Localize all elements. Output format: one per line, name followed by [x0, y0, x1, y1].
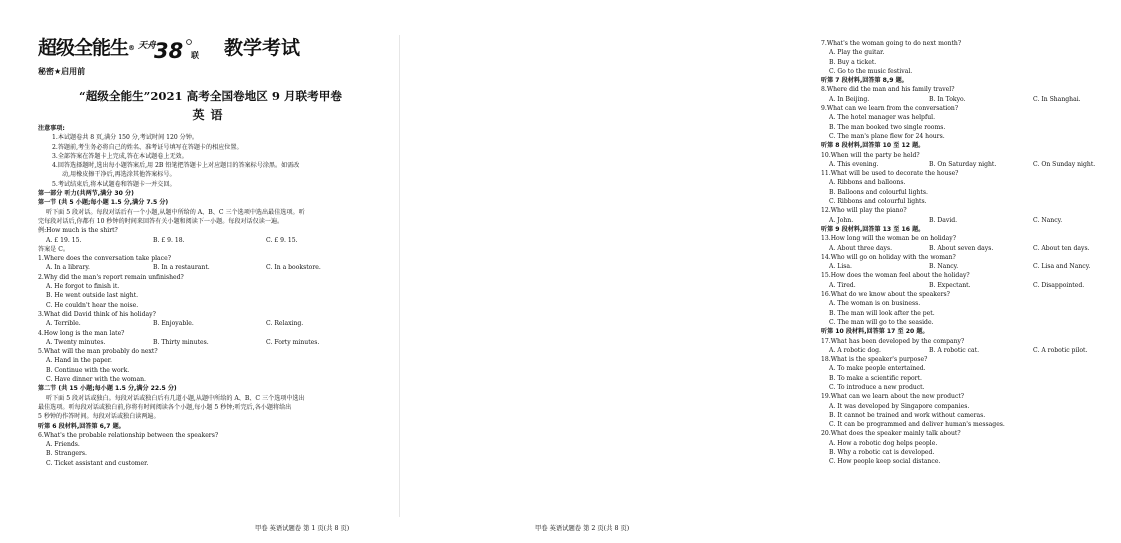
option: B. To make a scientific report.: [829, 374, 922, 382]
option: B. £ 9. 18.: [153, 236, 185, 244]
option: A. To make people entertained.: [829, 365, 926, 373]
question-text: 16.What do we know about the speakers?: [821, 291, 950, 299]
question-text: 2.Why did the man's report remain unfinished?: [38, 273, 184, 281]
option: B. The man will look after the pet.: [829, 309, 935, 317]
section-2-instructions: 5 秒钟的作答时间。每段对话或独白读两遍。: [38, 413, 160, 421]
note-item: 动,用橡皮擦干净后,再选涂其他答案标号。: [62, 171, 176, 179]
option: A. Twenty minutes.: [46, 338, 106, 346]
note-item: 4.回答选择题时,选出每小题答案后,用 2B 铅笔把答题卡上对应题目的答案标号涂黑。如需改: [52, 162, 300, 170]
question-text: 10.When will the party be held?: [821, 151, 920, 159]
section-1-heading: 第一节 (共 5 小题;每小题 1.5 分,满分 7.5 分): [38, 199, 169, 207]
option: A. He forgot to finish it.: [46, 283, 120, 291]
logo-text-3: 联: [191, 50, 199, 60]
option: B. Continue with the work.: [46, 366, 130, 374]
option: B. He went outside last night.: [46, 292, 139, 300]
option: A. Friends.: [46, 441, 80, 449]
option: C. In Shanghai.: [1033, 95, 1081, 103]
page-footer: 甲卷 英语试题卷 第 1 页(共 8 页): [255, 525, 350, 532]
option: B. The man booked two single rooms.: [829, 123, 946, 131]
material-heading: 听第 6 段材料,回答第 6,7 题。: [38, 422, 125, 430]
question-text: 8.Where did the man and his family travel?: [821, 86, 955, 94]
option: A. Ribbons and balloons.: [829, 179, 906, 187]
question-text: 11.What will be used to decorate the house?: [821, 170, 959, 178]
note-item: 2.答题前,考生务必将自己的姓名、准考证号填写在答题卡的相应位置。: [52, 143, 243, 151]
confidential-label: 秘密★启用前: [38, 67, 86, 76]
question-text: 19.What can we learn about the new product?: [821, 393, 965, 401]
page-1: [0, 0, 397, 543]
option: C. Relaxing.: [266, 320, 304, 328]
option: A. The woman is on business.: [829, 300, 921, 308]
question-2: [38, 273, 384, 310]
question-text: 17.What has been developed by the company?: [821, 337, 965, 345]
question-block: [821, 234, 1121, 253]
question-text: 7.What's the woman going to do next month?: [821, 40, 962, 47]
material-heading: 听第 7 段材料,回答第 8,9 题。: [821, 77, 908, 85]
question-5: [38, 347, 384, 384]
option: A. In Beijing.: [829, 95, 870, 103]
example-question: 例:How much is the shirt?: [38, 227, 118, 235]
question-text: 20.What does the speaker mainly talk about?: [821, 430, 961, 438]
options-row: [821, 346, 1121, 355]
page-footer: 甲卷 英语试题卷 第 2 页(共 8 页): [535, 525, 630, 532]
question-6: [38, 431, 384, 468]
question-block: [821, 253, 1121, 272]
option: C. Ticket assistant and customer.: [46, 459, 149, 467]
section-2-heading: 第二节 (共 15 小题;每小题 1.5 分,满分 22.5 分): [38, 385, 177, 393]
option: A. Lisa.: [829, 263, 852, 271]
option: B. Nancy.: [929, 263, 959, 271]
question-text: 18.What is the speaker's purpose?: [821, 356, 928, 364]
options-row: [821, 95, 1121, 104]
option: B. Enjoyable.: [153, 320, 194, 328]
question-text: 13.How long will the woman be on holiday?: [821, 235, 956, 243]
question-block: [821, 104, 1121, 141]
masthead-right: 教学考试: [224, 37, 301, 59]
question-block: [821, 290, 1121, 327]
masthead: [38, 36, 378, 62]
options-row: [821, 262, 1121, 271]
option: A. Play the guitar.: [829, 49, 885, 57]
page-2: [404, 0, 1096, 543]
option: C. On Sunday night.: [1033, 160, 1096, 168]
section-1-instructions: 听下面 5 段对话。每段对话后有一个小题,从题中所给的 A、B、C 三个选项中选出最佳选项。听: [46, 208, 305, 216]
options-row: [821, 216, 1121, 225]
option: B. Strangers.: [46, 450, 87, 458]
note-item: 5.考试结束后,将本试题卷和答题卡一并交回。: [52, 180, 176, 188]
page-divider: [399, 35, 400, 517]
option: B. Expectant.: [929, 281, 971, 289]
option: A. John.: [829, 216, 854, 224]
left-content: [38, 124, 384, 468]
options-row: [821, 160, 1121, 169]
option: C. Ribbons and colourful lights.: [829, 198, 927, 206]
section-2-instructions: 最佳选项。听每段对话或独白前,你将有时间阅读各个小题,每小题 5 秒钟;听完后,各小题将给出: [38, 403, 292, 411]
question-block: [821, 392, 1121, 429]
option: A. £ 19. 15.: [46, 236, 82, 244]
question-block: [821, 39, 1121, 76]
question-block: [821, 151, 1121, 170]
question-text: 14.Who will go on holiday with the woman?: [821, 253, 956, 261]
option: C. Go to the music festival.: [829, 67, 913, 75]
question-text: 15.How does the woman feel about the holiday?: [821, 272, 970, 280]
option: C. £ 9. 15.: [266, 236, 298, 244]
option: B. Balloons and colourful lights.: [829, 188, 928, 196]
option: C. He couldn't hear the noise.: [46, 301, 139, 309]
material-heading: 听第 8 段材料,回答第 10 至 12 题。: [821, 142, 925, 150]
brand-logo: 超级全能生®: [38, 37, 135, 59]
option: A. It was developed by Singapore companies.: [829, 402, 970, 410]
example-answer: 答案是 C。: [38, 245, 69, 253]
option: B. Buy a ticket.: [829, 58, 877, 66]
question-block: [821, 429, 1121, 466]
option: A. How a robotic dog helps people.: [829, 439, 938, 447]
option: B. Thirty minutes.: [153, 338, 209, 346]
material-heading: 听第 9 段材料,回答第 13 至 16 题。: [821, 225, 925, 233]
option: B. It cannot be trained and work without cameras.: [829, 411, 986, 419]
option: C. About ten days.: [1033, 244, 1090, 252]
question-3: [38, 310, 384, 329]
note-item: 1.本试题卷共 8 页,满分 150 分,考试时间 120 分钟。: [52, 134, 198, 142]
option: A. Tired.: [829, 281, 856, 289]
option: B. In a restaurant.: [153, 264, 210, 272]
options-row: [38, 319, 384, 328]
question-text: 1.Where does the conversation take place?: [38, 255, 171, 263]
options-row: [38, 338, 384, 347]
logo-text-2: 38: [154, 39, 184, 63]
question-block: [821, 169, 1121, 206]
question-text: 12.Who will play the piano?: [821, 207, 907, 215]
question-1: [38, 254, 384, 273]
question-block: [821, 355, 1121, 392]
question-block: [821, 337, 1121, 356]
exam-title: “超级全能生”2021 高考全国卷地区 9 月联考甲卷: [79, 89, 342, 103]
question-text: 3.What did David think of his holiday?: [38, 310, 156, 318]
logo-text-1: 天舟: [138, 41, 157, 51]
section-2-instructions: 听下面 5 段对话或独白。每段对话或独白后有几道小题,从题中所给的 A、B、C 三个选项中选出: [46, 394, 305, 402]
option: C. A robotic pilot.: [1033, 346, 1088, 354]
option: C. Have dinner with the woman.: [46, 376, 146, 384]
option: A. Hand in the paper.: [46, 357, 112, 365]
question-block: [821, 271, 1121, 290]
right-content: [821, 39, 1121, 467]
option: B. About seven days.: [929, 244, 994, 252]
option: C. It can be programmed and deliver human's messages.: [829, 421, 1005, 429]
option: A. About three days.: [829, 244, 893, 252]
option: B. In Tokyo.: [929, 95, 966, 103]
option: C. Forty minutes.: [266, 338, 320, 346]
question-4: [38, 329, 384, 348]
tianzhou-38-logo: [136, 36, 214, 62]
question-block: [821, 85, 1121, 104]
option: C. To introduce a new product.: [829, 383, 925, 391]
option: A. A robotic dog.: [829, 346, 881, 354]
option: A. The hotel manager was helpful.: [829, 114, 936, 122]
material-heading: 听第 10 段材料,回答第 17 至 20 题。: [821, 328, 929, 336]
part-1-heading: 第一部分 听力(共两节,满分 30 分): [38, 190, 134, 198]
option: A. This evening.: [829, 160, 879, 168]
section-1-instructions: 完每段对话后,你都有 10 秒钟的时间来回答有关小题和阅读下一小题。每段对话仅读一遍。: [38, 217, 284, 225]
subject-title: 英语: [192, 108, 229, 122]
question-text: 4.How long is the man late?: [38, 329, 125, 337]
notes-heading: 注意事项:: [38, 125, 65, 132]
option: B. David.: [929, 216, 958, 224]
option: C. Lisa and Nancy.: [1033, 263, 1091, 271]
note-item: 3.全部答案在答题卡上完成,答在本试题卷上无效。: [52, 152, 188, 160]
option: C. The man will go to the seaside.: [829, 318, 934, 326]
option: C. The man's plane flew for 24 hours.: [829, 132, 945, 140]
option: C. In a bookstore.: [266, 264, 321, 272]
option: C. Disappointed.: [1033, 281, 1085, 289]
option: C. Nancy.: [1033, 216, 1063, 224]
question-text: 6.What's the probable relationship between the speakers?: [38, 431, 219, 439]
option: A. In a library.: [46, 264, 90, 272]
option: A. Terrible.: [46, 320, 81, 328]
example-options: [38, 236, 384, 245]
option: B. A robotic cat.: [929, 346, 980, 354]
question-text: 9.What can we learn from the conversation?: [821, 105, 959, 113]
options-row: [821, 244, 1121, 253]
option: C. How people keep social distance.: [829, 458, 941, 466]
question-block: [821, 206, 1121, 225]
options-row: [821, 281, 1121, 290]
question-text: 5.What will the man probably do next?: [38, 348, 158, 356]
option: B. Why a robotic cat is developed.: [829, 449, 935, 457]
options-row: [38, 263, 384, 272]
option: B. On Saturday night.: [929, 160, 997, 168]
